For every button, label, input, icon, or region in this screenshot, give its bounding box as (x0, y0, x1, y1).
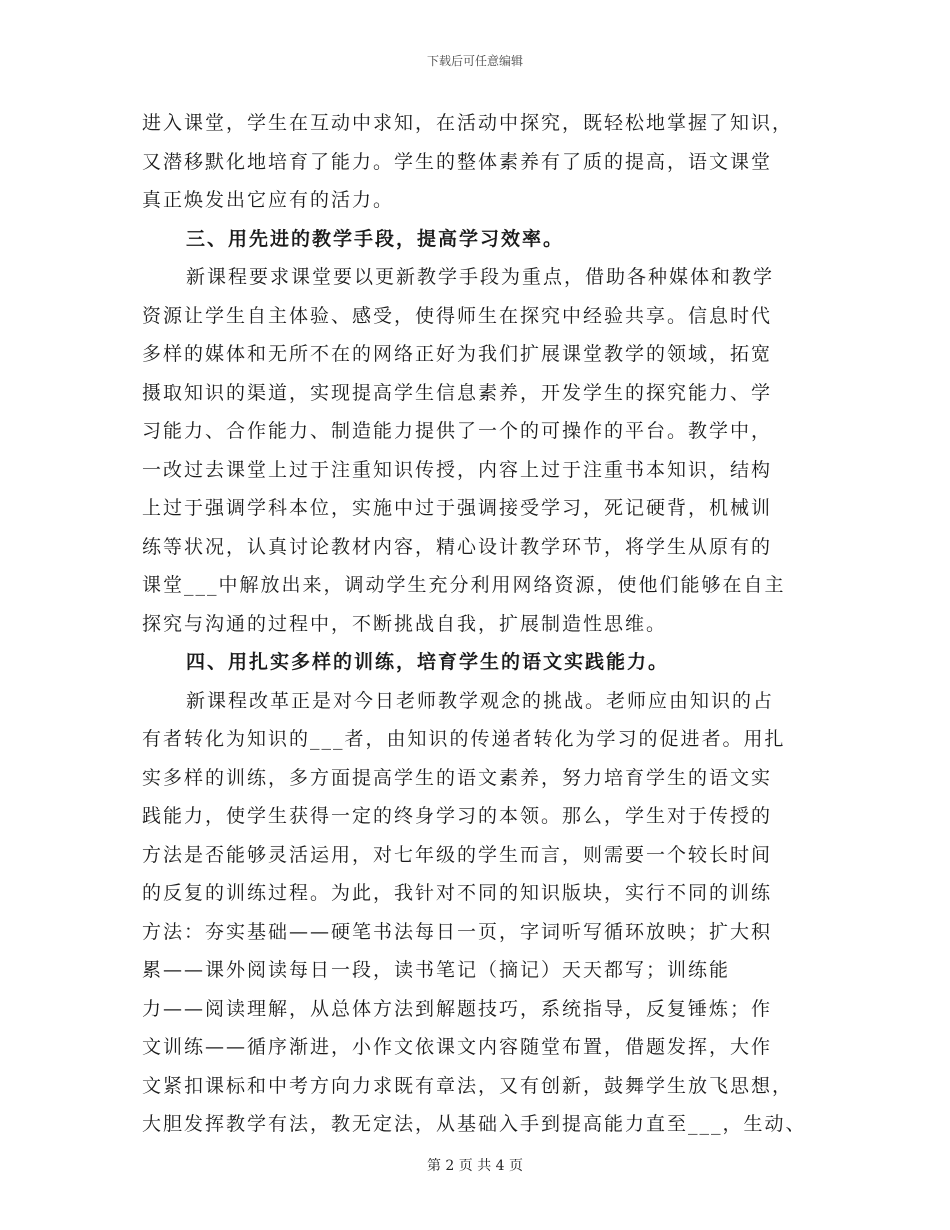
body-text-line: 课堂___中解放出来，调动学生充分利用网络资源，使他们能够在自主 (142, 574, 786, 596)
body-text-line: 进入课堂，学生在互动中求知，在活动中探究，既轻松地掌握了知识， (142, 112, 794, 134)
section-heading: 三、用先进的教学手段，提高学习效率。 (186, 227, 565, 250)
body-text-line: 新课程改革正是对今日老师教学观念的挑战。老师应由知识的占 (186, 689, 775, 712)
body-text-line: 摄取知识的渠道，实现提高学生信息素养，开发学生的探究能力、学 (142, 381, 773, 404)
body-text-line: 又潜移默化地培育了能力。学生的整体素养有了质的提高，语文课堂 (142, 150, 773, 173)
body-text-line: 方法是否能够灵活运用，对七年级的学生而言，则需要一个较长时间 (142, 843, 773, 866)
body-text-line: 上过于强调学科本位，实施中过于强调接受学习，死记硬背，机械训 (142, 497, 773, 519)
body-text-line: 文紧扣课标和中考方向力求既有章法，又有创新，鼓舞学生放飞思想， (142, 1074, 794, 1097)
body-text-line: 探究与沟通的过程中，不断挑战自我，扩展制造性思维。 (142, 612, 668, 635)
body-text-line: 的反复的训练过程。为此，我针对不同的知识版块，实行不同的训练 (142, 882, 773, 904)
body-text-line: 实多样的训练，多方面提高学生的语文素养，努力培育学生的语文实 (142, 766, 773, 789)
body-text-line: 资源让学生自主体验、感受，使得师生在探究中经验共享。信息时代 (142, 304, 773, 327)
body-text-line: 方法：夯实基础——硬笔书法每日一页，字词听写循环放映；扩大积 (142, 920, 773, 943)
body-text-line: 一改过去课堂上过于注重知识传授，内容上过于注重书本知识，结构 (142, 458, 773, 481)
body-text-line: 真正焕发出它应有的活力。 (142, 189, 395, 211)
document-body (142, 104, 822, 1144)
body-text-line: 练等状况，认真讨论教材内容，精心设计教学环节，将学生从原有的 (142, 535, 773, 558)
page-number-footer: 第 2 页 共 4 页 (426, 1158, 524, 1174)
body-text-line: 累——课外阅读每日一段，读书笔记（摘记）天天都写；训练能 (142, 959, 731, 981)
body-text-line: 多样的媒体和无所不在的网络正好为我们扩展课堂教学的领域，拓宽 (142, 343, 773, 365)
body-text-line: 文训练——循序渐进，小作文依课文内容随堂布置，借题发挥，大作 (142, 1036, 773, 1058)
page-header-note: 下载后可任意编辑 (426, 54, 523, 68)
body-text-line: 有者转化为知识的___者，由知识的传递者转化为学习的促进者。用扎 (142, 728, 786, 750)
body-text-line: 大胆发挥教学有法，教无定法，从基础入手到提高能力直至___，生动、 (142, 1113, 807, 1135)
body-text-line: 践能力，使学生获得一定的终身学习的本领。那么，学生对于传授的 (142, 805, 773, 827)
section-heading: 四、用扎实多样的训练，培育学生的语文实践能力。 (186, 651, 670, 673)
body-text-line: 新课程要求课堂要以更新教学手段为重点，借助各种媒体和教学 (186, 266, 775, 288)
body-text-line: 习能力、合作能力、制造能力提供了一个的可操作的平台。教学中， (142, 420, 773, 442)
body-text-line: 力——阅读理解，从总体方法到解题技巧，系统指导，反复锤炼；作 (142, 997, 773, 1020)
